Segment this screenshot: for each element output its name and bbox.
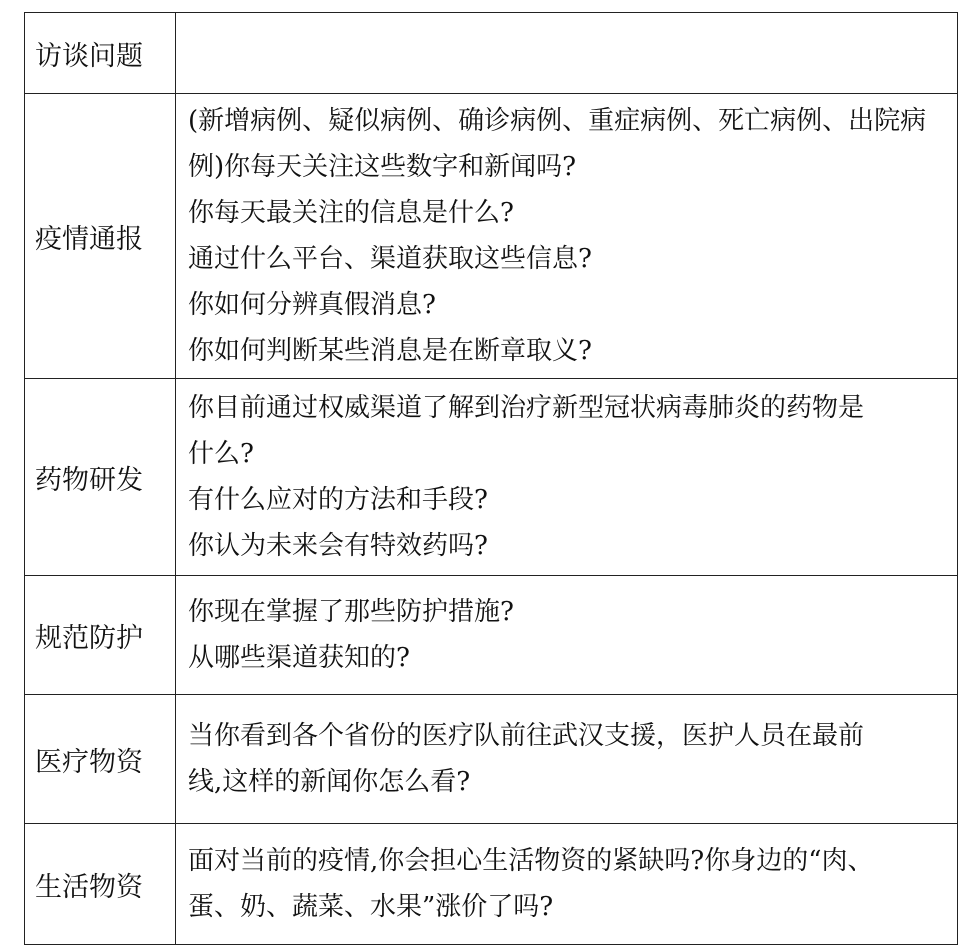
question-line: 蛋、奶、蔬菜、水果”涨价了吗? [188,892,554,922]
table-row [25,94,958,379]
interview-questions-table [24,12,958,945]
table-row [25,824,958,945]
question-line: 什么? [188,439,254,469]
question-line: 从哪些渠道获知的? [188,643,410,673]
question-line: 你认为未来会有特效药吗? [188,531,488,561]
topic-cell: 规范防护 [25,576,176,695]
questions-cell [176,379,958,576]
topic-cell: 药物研发 [25,379,176,576]
question-line: 面对当前的疫情,你会担心生活物资的紧缺吗?你身边的“肉、 [188,846,874,876]
question-line: 例)你每天关注这些数字和新闻吗? [188,152,577,182]
questions-cell [176,695,958,824]
table-header-row [25,13,958,94]
question-line: 你每天最关注的信息是什么? [188,198,514,228]
question-line: 你如何判断某些消息是在断章取义? [188,336,592,366]
question-line: (新增病例、疑似病例、确诊病例、重症病例、死亡病例、出院病 [188,106,927,136]
topic-cell: 疫情通报 [25,94,176,379]
header-topic-cell: 访谈问题 [25,13,176,94]
topic-cell: 医疗物资 [25,695,176,824]
questions-cell [176,576,958,695]
topic-cell: 生活物资 [25,824,176,945]
header-questions-cell [176,13,958,94]
table-row [25,576,958,695]
table-row [25,695,958,824]
table-row [25,379,958,576]
question-line: 你目前通过权威渠道了解到治疗新型冠状病毒肺炎的药物是 [188,393,865,423]
questions-cell [176,94,958,379]
question-line: 你如何分辨真假消息? [188,290,436,320]
question-line: 通过什么平台、渠道获取这些信息? [188,244,592,274]
question-line: 有什么应对的方法和手段? [188,485,488,515]
question-line: 当你看到各个省份的医疗队前往武汉支援，医护人员在最前 [188,721,865,751]
questions-cell [176,824,958,945]
question-line: 线,这样的新闻你怎么看? [188,767,471,797]
question-line: 你现在掌握了那些防护措施? [188,597,514,627]
